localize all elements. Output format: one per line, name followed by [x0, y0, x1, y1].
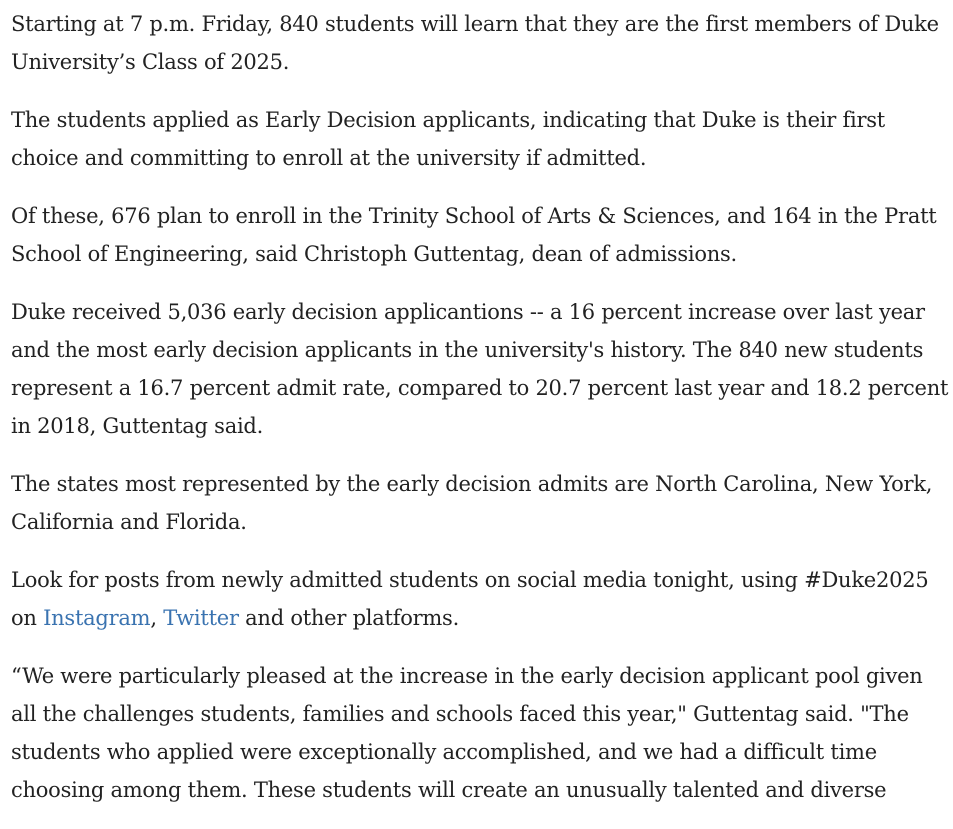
paragraph-states: The states most represented by the early decision admits are North Carolina, New York, California and Florida.	[11, 472, 933, 534]
paragraph-class-announcement: Starting at 7 p.m. Friday, 840 students will learn that they are the first members of Duke University’s Class of 2025.	[11, 12, 939, 74]
paragraph-enrollment-split: Of these, 676 plan to enroll in the Trinity School of Arts & Sciences, and 164 in the Pratt School of Engineering, said Christoph Guttentag, dean of admissions.	[11, 204, 937, 266]
instagram-link[interactable]: Instagram	[43, 606, 151, 630]
article-body	[11, 5, 951, 829]
twitter-link[interactable]: Twitter	[163, 606, 239, 630]
social-text-comma: ,	[150, 606, 164, 630]
social-text-before: Look for posts from newly admitted students on social media tonight, using #Duke2025 on	[11, 568, 929, 630]
paragraph-early-decision: The students applied as Early Decision applicants, indicating that Duke is their first choice and committing to enroll at the university if admitted.	[11, 108, 885, 170]
paragraph-social-media	[11, 561, 951, 637]
paragraph-application-stats: Duke received 5,036 early decision applicantions -- a 16 percent increase over last year and the most early decision applicants in the university's history. The 840 new students represent a 16.7 percent admit rate, compared to 20.7 percent last year and 18.2 percent in 2018, Guttentag said.	[11, 300, 949, 438]
social-text-after: and other platforms.	[238, 606, 460, 630]
paragraph-guttentag-quote: “We were particularly pleased at the increase in the early decision applicant pool given all the challenges students, families and schools faced this year," Guttentag said. "The students who applied were exceptionally accomplished, and we had a difficult time choosing among them. These students will create an unusually talented and diverse	[11, 664, 923, 802]
